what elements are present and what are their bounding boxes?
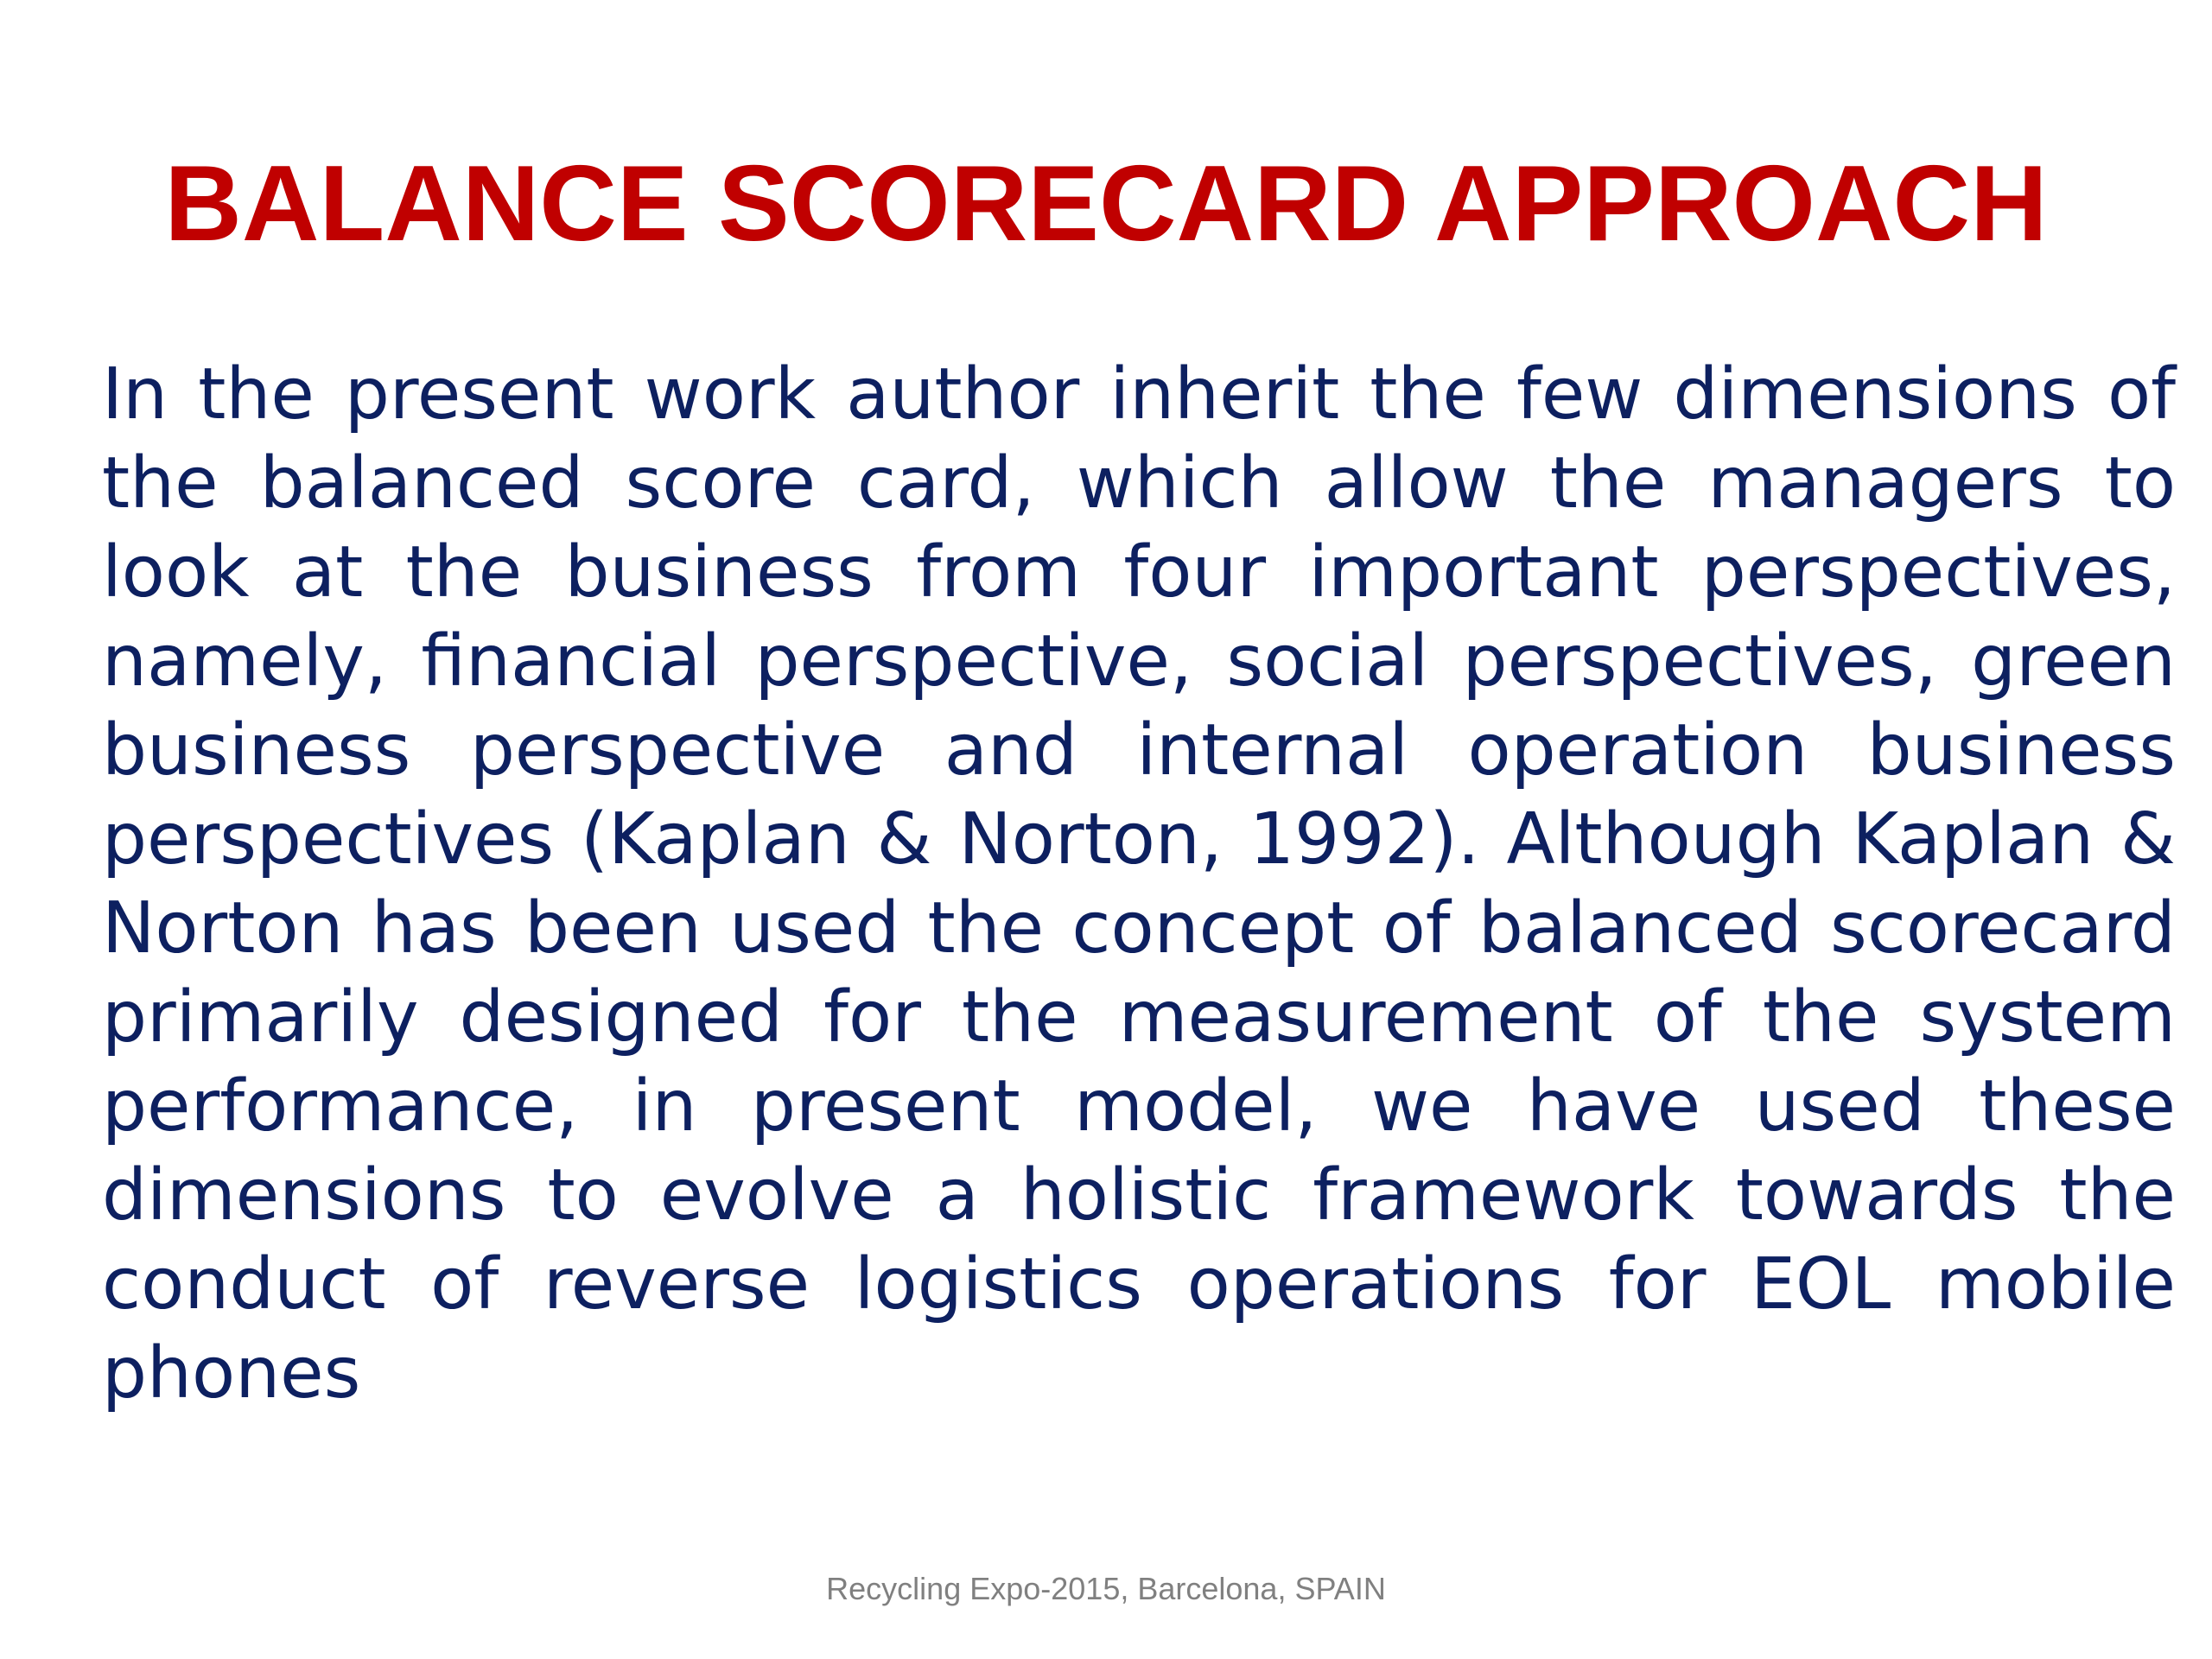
slide-body-text: In the present work author inherit the few dimensions of the balanced score card, which allow the managers to look at the business from four important perspectives, namely, financial perspective, social perspectives, green business perspective and internal operation business perspectives (Kaplan & Norton, 1992). Although Kaplan & Norton has been used the concept of balanced scorecard primarily designed for the measurement of the system performance, in present model, we have used these dimensions to evolve a holistic framework towards the conduct of reverse logistics operations for EOL mobile phones <box>102 353 2176 1414</box>
slide-footer: Recycling Expo-2015, Barcelona, SPAIN <box>826 1571 1386 1606</box>
slide-title: BALANCE SCORECARD APPROACH <box>164 144 2048 264</box>
